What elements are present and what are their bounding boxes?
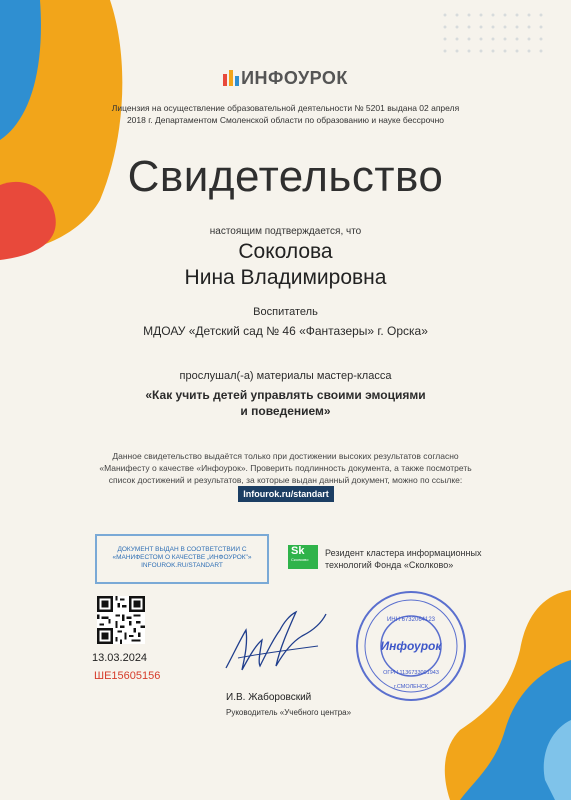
course-line: и поведением» [240, 404, 331, 418]
stamp-ogrn-text: ОГРН 1136733001943 [383, 670, 439, 676]
sk-logo-text: Sk [291, 545, 305, 557]
verification-notice [0, 450, 571, 486]
certificate-number: ШЕ15605156 [94, 670, 161, 682]
stamp-city-text: г.СМОЛЕНСК [394, 684, 428, 690]
sk-logo-small: Сколково [291, 557, 309, 562]
qr-code[interactable] [97, 596, 145, 644]
logo-text: ИНФОУРОК [241, 68, 348, 88]
certificate-title: Свидетельство [127, 152, 444, 201]
signature-image [218, 600, 338, 680]
recipient-name: Нина Владимировна [184, 266, 387, 289]
license-line: 2018 г. Департаментом Смоленской области по образованию и науке бессрочно [126, 115, 445, 125]
decor-top-left [0, 0, 150, 260]
course-title [0, 387, 571, 419]
skolkovo-text [325, 547, 481, 571]
skolkovo-line: Резидент кластера информационных [325, 548, 482, 558]
dots-pattern [440, 10, 550, 70]
confirm-text: настоящим подтверждается, что [209, 226, 362, 237]
recipient-surname: Соколова [238, 240, 333, 263]
recipient-position: Воспитатель [253, 306, 318, 318]
skolkovo-line: технологий Фонда «Сколково» [325, 560, 454, 570]
signer-name: И.В. Жаборовский [226, 692, 312, 703]
manifest-badge [95, 534, 269, 584]
notice-line: список достижений и результатов, за которые выдан данный документ, можно по ссылке: [108, 475, 463, 485]
manifest-line: «МАНИФЕСТОМ О КАЧЕСТВЕ „ИНФОУРОК"» [112, 554, 252, 561]
logo-bars-icon [223, 70, 239, 86]
stamp-center-text: Инфоурок [380, 639, 442, 653]
standart-link[interactable]: Infourok.ru/standart [238, 486, 334, 502]
signer-role: Руководитель «Учебного центра» [226, 708, 352, 717]
manifest-line: INFOUROK.RU/STANDART [141, 562, 223, 569]
listened-text: прослушал(-а) материалы мастер-класса [179, 370, 392, 382]
course-line: «Как учить детей управлять своими эмоциями [145, 388, 426, 402]
issue-date: 13.03.2024 [92, 652, 148, 664]
license-text [0, 102, 571, 126]
skolkovo-logo [288, 545, 318, 569]
recipient-organization: МДОАУ «Детский сад № 46 «Фантазеры» г. Орска» [143, 324, 428, 338]
stamp-inn-text: ИНН 6732064123 [386, 617, 436, 623]
notice-line: «Манифесту о качестве «Инфоурок». Проверить подлинность документа, а также посмотреть [99, 463, 472, 473]
official-stamp [355, 590, 467, 702]
manifest-line: ДОКУМЕНТ ВЫДАН В СООТВЕТСТВИИ С [117, 546, 247, 553]
notice-line: Данное свидетельство выдаётся только при достижении высоких результатов согласно [112, 451, 459, 461]
license-line: Лицензия на осуществление образовательной деятельности № 5201 выдана 02 апреля [111, 103, 460, 113]
infourok-logo [0, 68, 571, 89]
